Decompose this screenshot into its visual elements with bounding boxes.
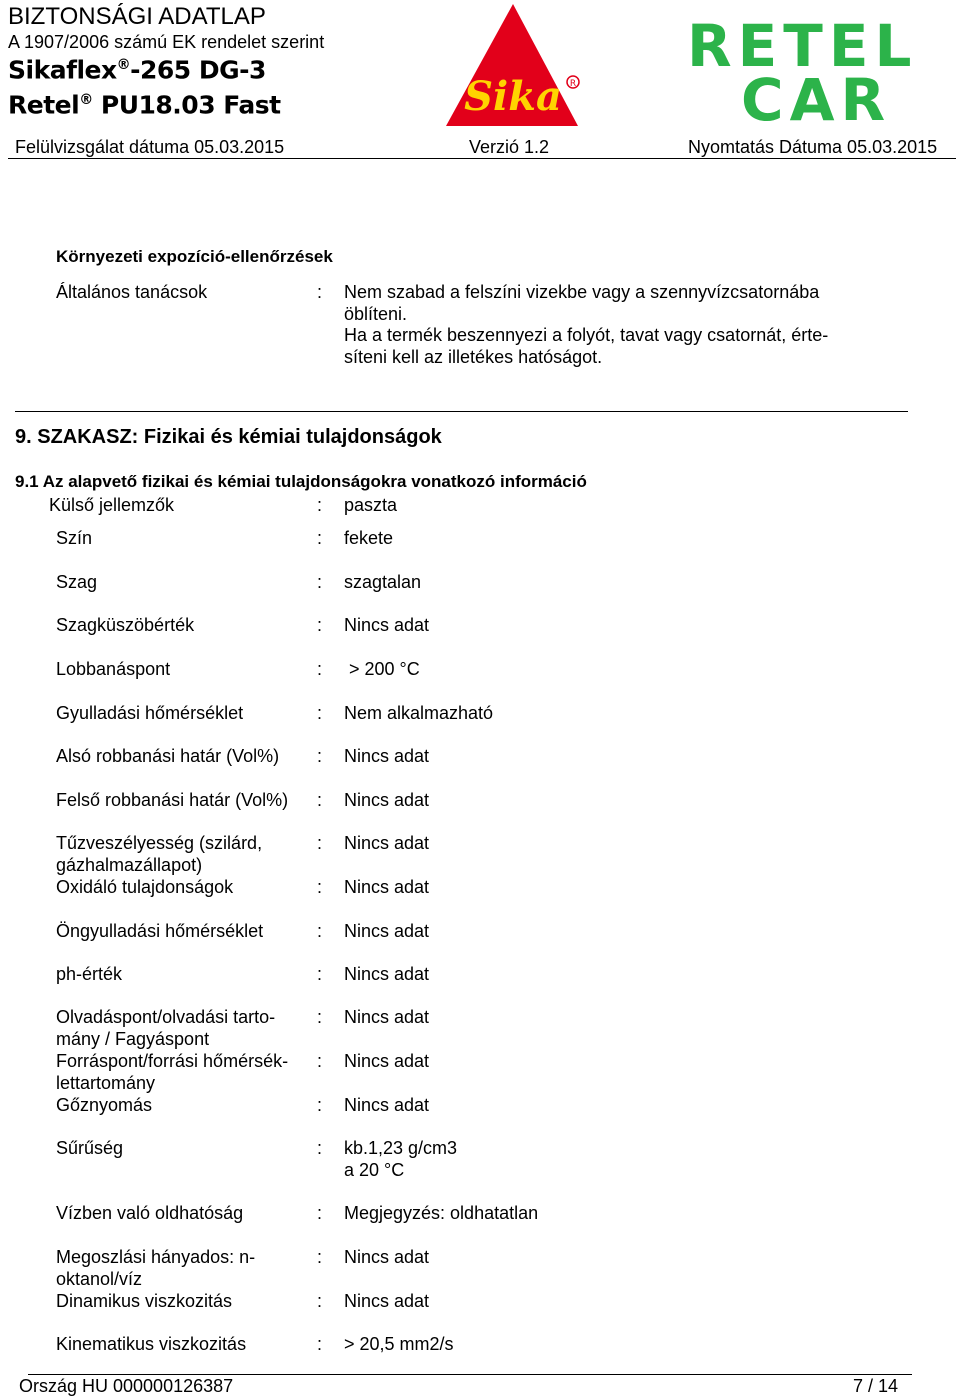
property-colon: : [317,659,323,679]
product-name-sikaflex: Sikaflex®-265 DG-3 [8,55,266,85]
property-value: Nem alkalmazható [344,703,494,723]
property-value-secondary: a 20 °C [344,1160,405,1180]
property-value: Nincs adat [344,877,430,897]
appearance-value: paszta [344,495,398,515]
property-colon: : [317,1138,323,1158]
property-label: Dinamikus viszkozitás [56,1291,233,1311]
property-value: szagtalan [344,572,422,592]
sika-logo [440,0,590,130]
property-colon: : [317,1291,323,1311]
env-exposure-heading: Környezeti expozíció-ellenőrzések [56,247,333,266]
property-label: Oxidáló tulajdonságok [56,877,234,897]
property-label: Gőznyomás [56,1095,153,1115]
car-logo-line2: CAR [741,66,892,124]
property-label: Szín [56,528,93,548]
sika-logo-text: Sika [464,73,562,120]
property-value: Nincs adat [344,1007,430,1027]
property-colon: : [317,746,323,766]
section9-subheading: 9.1 Az alapvető fizikai és kémiai tulajdonságokra vonatkozó információ [15,472,587,491]
property-value: > 20,5 mm2/s [344,1334,454,1354]
property-label: Sűrűség [56,1138,124,1158]
property-label: Alsó robbanási határ (Vol%) [56,746,280,766]
general-advice-line3: Ha a termék beszennyezi a folyót, tavat vagy csatornát, érte- [344,325,829,345]
property-label: Vízben való oldhatóság [56,1203,244,1223]
document-title: BIZTONSÁGI ADATLAP [8,3,266,30]
general-advice-line4: síteni kell az illetékes hatóságot. [344,347,603,367]
section9-heading: 9. SZAKASZ: Fizikai és kémiai tulajdonságok [15,426,442,448]
property-colon: : [317,790,323,810]
property-label: ph-érték [56,964,123,984]
property-value: Nincs adat [344,1051,430,1071]
property-value: Nincs adat [344,921,430,941]
general-advice-line2: öblíteni. [344,304,408,324]
property-value: Nincs adat [344,615,430,635]
property-colon: : [317,1247,323,1267]
footer-page-number: 7 / 14 [853,1376,899,1396]
print-date: Nyomtatás Dátuma 05.03.2015 [688,137,938,157]
property-value: Nincs adat [344,746,430,766]
retel-car-logo [685,14,957,124]
property-value: Nincs adat [344,1291,430,1311]
property-value: fekete [344,528,394,548]
property-colon: : [317,833,323,853]
property-value: Nincs adat [344,1247,430,1267]
property-label: Forráspont/forrási hőmérsék- lettartomány [56,1051,289,1093]
property-value: kb.1,23 g/cm3 [344,1138,458,1158]
property-value: Nincs adat [344,790,430,810]
property-label: Szagküszöbérték [56,615,195,635]
general-advice-label: Általános tanácsok [56,282,208,302]
property-label: Kinematikus viszkozitás [56,1334,247,1354]
header-divider [8,158,956,159]
general-advice-colon: : [317,282,323,302]
property-label: Tűzveszélyesség (szilárd, gázhalmazállapot) [56,833,263,875]
property-label: Megoszlási hányados: n- oktanol/víz [56,1247,256,1289]
general-advice-line1: Nem szabad a felszíni vizekbe vagy a szennyvízcsatornába [344,282,820,302]
revision-date: Felülvizsgálat dátuma 05.03.2015 [15,137,285,157]
property-label: Öngyulladási hőmérséklet [56,921,264,941]
property-colon: : [317,615,323,635]
property-label: Olvadáspont/olvadási tarto- mány / Fagyáspont [56,1007,276,1049]
regulation-reference: A 1907/2006 számú EK rendelet szerint [8,32,325,52]
property-colon: : [317,1051,323,1071]
version: Verzió 1.2 [469,137,550,157]
property-label: Lobbanáspont [56,659,171,679]
property-colon: : [317,703,323,723]
svg-text:R: R [569,79,577,89]
property-label: Szag [56,572,98,592]
property-label: Felső robbanási határ (Vol%) [56,790,289,810]
property-value: Nincs adat [344,1095,430,1115]
property-value: Megjegyzés: oldhatatlan [344,1203,539,1223]
property-colon: : [317,1203,323,1223]
property-value: Nincs adat [344,964,430,984]
appearance-label: Külső jellemzők [49,495,175,515]
property-label: Gyulladási hőmérséklet [56,703,244,723]
property-colon: : [317,964,323,984]
product-name-retel: Retel® PU18.03 Fast [8,90,281,120]
section-divider [15,411,908,412]
property-colon: : [317,528,323,548]
property-colon: : [317,921,323,941]
property-colon: : [317,1007,323,1027]
property-colon: : [317,572,323,592]
property-colon: : [317,877,323,897]
property-colon: : [317,1334,323,1354]
property-value: Nincs adat [344,833,430,853]
property-value: > 200 °C [344,659,420,679]
property-colon: : [317,1095,323,1115]
appearance-colon: : [317,495,323,515]
footer-country-code: Ország HU 000000126387 [19,1376,234,1396]
retel-logo-line1: RETEL [687,14,918,80]
